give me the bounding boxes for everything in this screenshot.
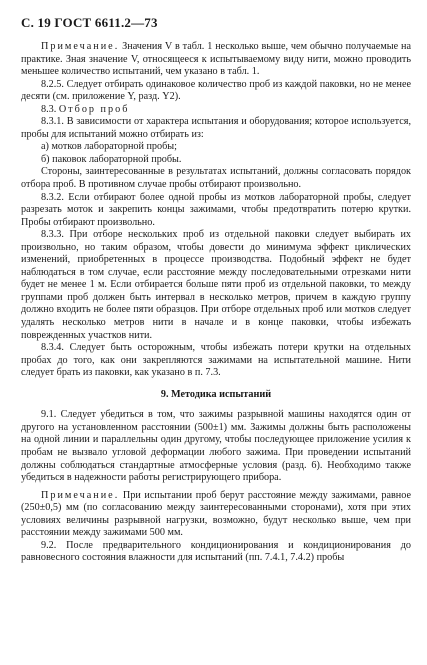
note-text: При испытании проб берут расстояние между зажимами, равное (250±0,5) мм (по согласованию между заинтересованными сторонами), хотя при этих условиях величины разрывной нагрузки, возможно, будут несколько выше, чем при расстоянии между зажимами 500 мм. [21, 489, 411, 539]
note-text: Значения V в табл. 1 несколько выше, чем обычно получаемые на практике. Зная значение V, относящееся к испытываемому виду нити, можно проводить меньшее количество испытаний, чем указано в табл. 1. [21, 41, 411, 78]
clause-8-3-1: 8.3.1. В зависимости от характера испытания и оборудования; которое используется, пробы для испытаний можно отбирать из: [21, 116, 411, 140]
list-item-a: а) мотков лабораторной пробы; [41, 141, 177, 153]
section-heading: 9. Методика испытаний [160, 388, 272, 400]
clause-8-3-3: 8.3.3. При отборе нескольких проб из отдельной паковки следует выбирать их произвольно, но таким образом, чтобы довести до минимума эффект циклических изменений, приобретенных в процессе производства. Подобный эффект не будет наблюдаться в том случае, если расстояние между последовательными отрезками нити будет не менее 1 м. Если отбирается больше пяти проб из отдельной паковки, то между группами проб должен быть интервал в несколько метров, причем в каждую группу должно входить не более пяти образцов. При отборе отдельных проб или мотков следует удалять несколько метров нити в начале и в конце паковки, чтобы избежать поврежденных участков нити. [21, 229, 411, 341]
note-label: Примечание. [41, 489, 120, 501]
note-paragraph-1 [21, 41, 411, 79]
clause-title: Отбор проб [58, 103, 130, 115]
clause-8-2-5: 8.2.5. Следует отбирать одинаковое количество проб из каждой паковки, но не менее десяти (см. приложение Y, разд. Y2). [21, 78, 411, 103]
note-label: Примечание. [41, 41, 120, 52]
clause-8-3-4: 8.3.4. Следует быть осторожным, чтобы избежать потери крутки на отдельных пробах до того, как они закрепляются зажимами на испытательной машине. Нити следует брать из паковки, как указано в п. 7.3. [21, 342, 411, 379]
clause-8-3-heading [21, 104, 411, 117]
clause-number: 8.3. [41, 103, 59, 115]
clause-9-2: 9.2. После предварительного кондиционирования и кондиционирования до равновесного состояния влажности для испытаний (пп. 7.4.1, 7.4.2) пробы [21, 539, 411, 564]
clause-9-1: 9.1. Следует убедиться в том, что зажимы разрывной машины находятся один от другого на установленном расстоянии (500±1) мм. Зажимы должны быть расположены на одной линии и параллельны один другому, чтобы последующее приложение усилия к пробам не вызвало угловой деформации любого зажима. При проведении испытаний должны соблюдаться стандартные атмосферные условия (разд. 6). Необходимо также убедиться в надежности работы регистрирующего прибора. [21, 409, 411, 484]
list-item-b: б) паковок лабораторной пробы. [41, 153, 182, 165]
page-header: С. 19 ГОСТ 6611.2—73 [21, 15, 158, 30]
agreement-paragraph: Стороны, заинтересованные в результатах испытаний, должны согласовать порядок отбора проб. В противном случае пробы отбирают произвольно. [21, 166, 411, 191]
note-paragraph-2 [21, 490, 411, 540]
body-text [21, 41, 411, 565]
clause-8-3-2: 8.3.2. Если отбирают более одной пробы из мотков лабораторной пробы, следует разрезать моток и закрепить концы зажимами, чтобы предотвратить потерю крутки. Пробы отбирают произвольно. [21, 191, 411, 228]
